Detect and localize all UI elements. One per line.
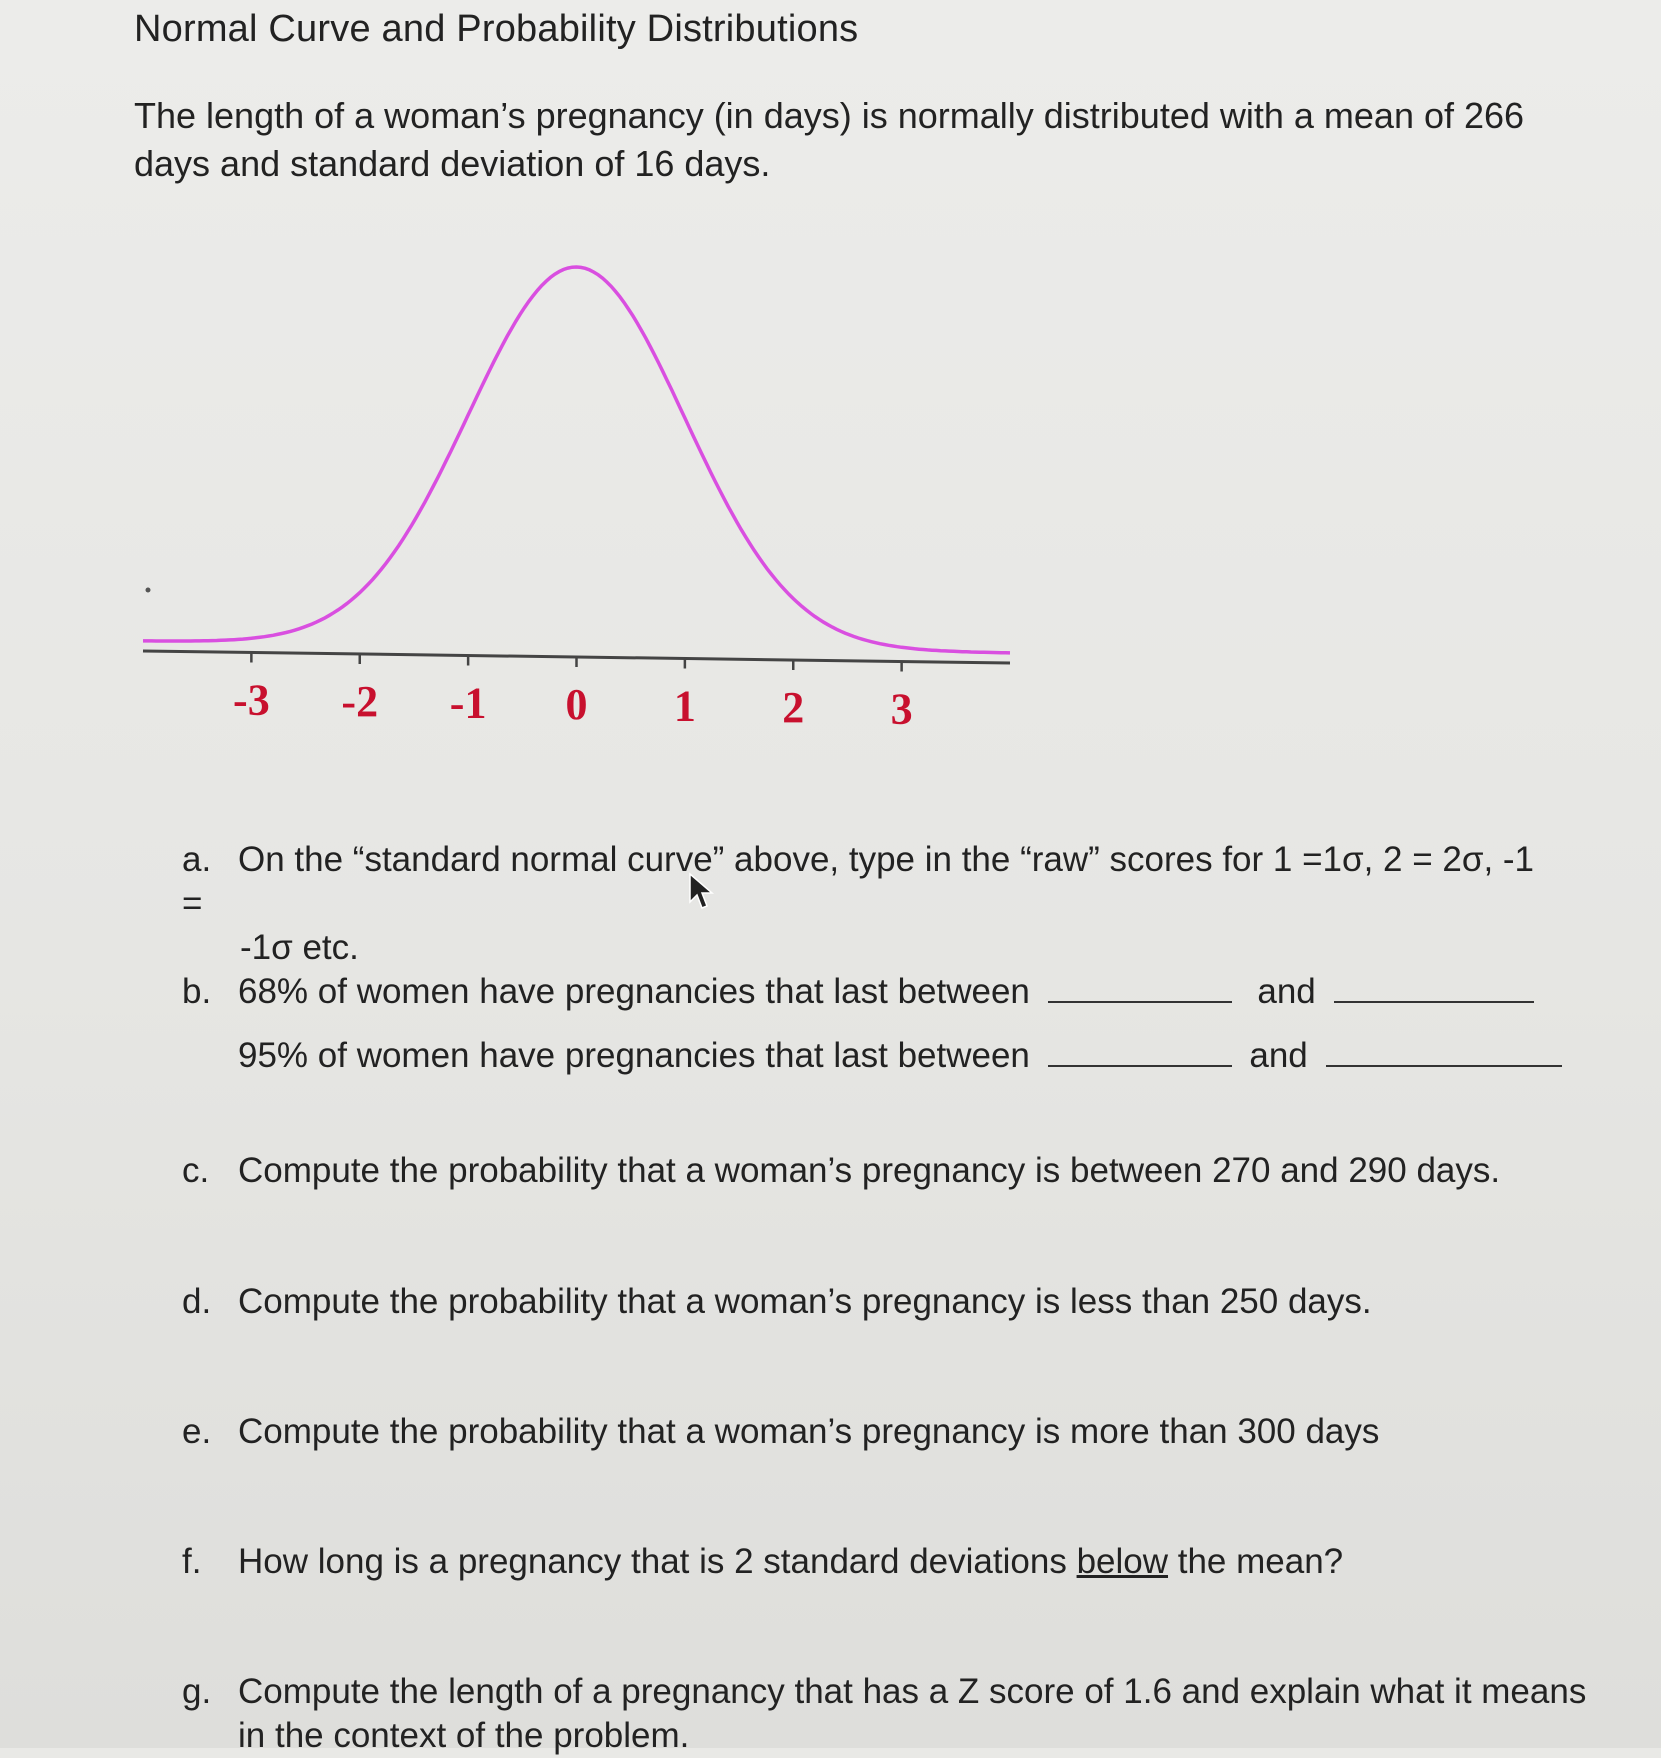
- question-b-label: b.: [182, 972, 212, 1011]
- question-g-text-line2: in the context of the problem.: [238, 1716, 690, 1755]
- question-e: [182, 1410, 1379, 1454]
- question-e-label: e.: [182, 1412, 212, 1451]
- x-tick-label: -3: [233, 675, 270, 725]
- question-b-text-line1: 68% of women have pregnancies that last between: [238, 972, 1030, 1011]
- x-tick-labels: [233, 676, 913, 734]
- question-c-label: c.: [182, 1151, 210, 1190]
- question-d: [182, 1280, 1372, 1324]
- question-g: [182, 1670, 1602, 1758]
- question-a: [182, 838, 1562, 970]
- question-a-text-line2: -1σ etc.: [240, 928, 359, 967]
- question-f-text-post: the mean?: [1168, 1542, 1344, 1581]
- question-c: [182, 1149, 1500, 1193]
- question-g-label: g.: [182, 1672, 212, 1711]
- question-b-row1: [182, 972, 1534, 1012]
- x-tick-label: -2: [341, 677, 379, 726]
- question-f-label: f.: [182, 1542, 202, 1581]
- question-a-text-line1: On the “standard normal curve” above, type in the “raw” scores for 1 =1σ, 2 = 2σ, -1 =: [182, 840, 1535, 923]
- question-f-text-pre: How long is a pregnancy that is 2 standard deviations: [238, 1542, 1077, 1581]
- answer-blank-95-high[interactable]: [1326, 1045, 1562, 1067]
- answer-blank-68-low[interactable]: [1048, 981, 1232, 1003]
- x-tick-label: -1: [449, 678, 487, 728]
- page-title: Normal Curve and Probability Distributions: [134, 8, 859, 50]
- stray-dot: [146, 588, 151, 593]
- question-d-text: Compute the probability that a woman’s pregnancy is less than 250 days.: [238, 1282, 1372, 1321]
- question-f: [182, 1540, 1343, 1584]
- problem-intro: The length of a woman’s pregnancy (in days) is normally distributed with a mean of 266 days and standard deviation of 16 days.: [134, 95, 1525, 184]
- question-d-label: d.: [182, 1282, 212, 1321]
- question-f-underlined-word: below: [1076, 1542, 1169, 1581]
- normal-curve-line: [143, 267, 1010, 653]
- question-c-text: Compute the probability that a woman’s pregnancy is between 270 and 290 days.: [238, 1151, 1501, 1190]
- question-b-row2: [238, 1036, 1562, 1076]
- question-g-text-line1: Compute the length of a pregnancy that has a Z score of 1.6 and explain what it means: [238, 1672, 1587, 1711]
- and-label-1: and: [1257, 972, 1316, 1011]
- x-tick-label: 0: [565, 680, 588, 729]
- answer-blank-95-low[interactable]: [1048, 1045, 1232, 1067]
- question-e-text: Compute the probability that a woman’s pregnancy is more than 300 days: [238, 1412, 1380, 1451]
- x-tick-label: 1: [673, 681, 696, 731]
- answer-blank-68-high[interactable]: [1334, 981, 1534, 1003]
- mouse-cursor-icon: [688, 872, 716, 912]
- question-b-text-line2: 95% of women have pregnancies that last between: [238, 1036, 1030, 1075]
- question-a-label: a.: [182, 840, 212, 879]
- normal-curve-chart: [130, 225, 1030, 765]
- and-label-2: and: [1249, 1036, 1308, 1075]
- x-tick-label: 3: [890, 684, 913, 734]
- x-tick-label: 2: [782, 683, 805, 732]
